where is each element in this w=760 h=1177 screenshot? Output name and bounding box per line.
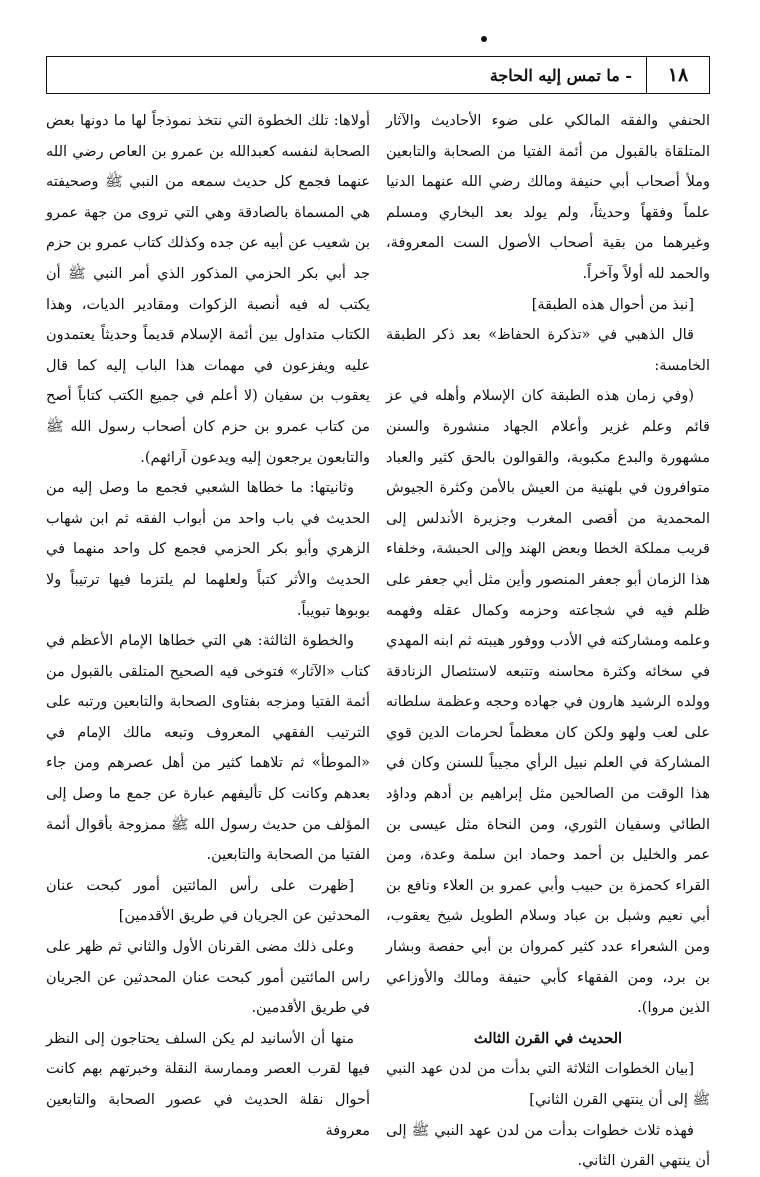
section-note: [بيان الخطوات الثلاثة التي بدأت من لدن عهد النبي ﷺ إلى أن ينتهي القرن الثاني] xyxy=(386,1061,710,1108)
page-number: ١٨ xyxy=(646,57,709,93)
section-note: [نبذ من أحوال هذه الطبقة] xyxy=(531,296,694,313)
section-note: [ظهرت على رأس المائتين أمور كبحت عنان المحدثين عن الجريان في طريق الأقدمين] xyxy=(46,877,370,925)
paragraph: قال الذهبي في «تذكرة الحفاظ» بعد ذكر الطبقة الخامسة: xyxy=(386,327,710,374)
running-title: - ما تمس إليه الحاجة xyxy=(489,65,632,85)
text-columns xyxy=(46,106,710,1170)
paragraph: فهذه ثلاث خطوات بدأت من لدن عهد النبي ﷺ إلى أن ينتهي القرن الثاني. xyxy=(386,1122,710,1170)
left-column xyxy=(46,106,370,1139)
page-header xyxy=(46,56,710,94)
quotation: (وفي زمان هذه الطبقة كان الإسلام وأهله في عز قائم وعلم غزير وأعلام الجهاد منشورة والسنن مشهورة والبدع مكبوبة، والقوالون بالحق كثير والعباد متوافرون في بلهنية من العيش بالأمن وكثرة الجيوش المحمدية من أقصى المغرب وجزيرة الأندلس إلى قريب مملكة الخطا وبعض الهند وإلى الحبشة، وخلفاء هذا الزمان أبو جعفر المنصور وأين مثل أبي جعفر على ظلم فيه في شجاعته وحزمه وكمال عقله وفهمه وعلمه ومشاركته في الأدب ووفور هيبته ثم ابنه المهدي في سخائه وكثرة محاسنه وتتبعه لاستئصال الزنادقة وولده الرشيد هارون في جهاده وحجه وعظمة سلطانه على لعب ولهو ولكن كان معظماً لحرمات الدين قوي المشاركة في العلم نبيل الرأي مجيباً للسنن وكان في هذا الوقت من الصالحين مثل إبراهيم بن أدهم وداؤد الطائي وسفيان الثوري، ومن النحاة مثل عيسى بن عمر والخليل بن أحمد وحماد ابن سلمة وعدة، ومن القراء كحمزة بن حبيب وأبي عمرو بن العلاء ونافع بن أبي نعيم وشبل بن عباد وسلام الطويل شيخ يعقوب، ومن الشعراء عدد كثير كمروان بن أبي حفصة وبشار بن برد، ومن الفقهاء كأبي حنيفة ومالك والأوزاعي الذين مروا). xyxy=(386,388,710,1017)
paragraph: منها أن الأسانيد لم يكن السلف يحتاجون إلى النظر فيها لقرب العصر وممارسة النقلة وخبرتهم بهم كانت أحوال نقلة الحديث في عصور الصحابة والتابعين معروفة xyxy=(46,1030,370,1139)
paragraph: وعلى ذلك مضى القرنان الأول والثاني ثم ظهر على راس المائتين أمور كبحت عنان المحدثين عن الجريان في طريق الأقدمين. xyxy=(46,939,370,1017)
paragraph: الحنفي والفقه المالكي على ضوء الأحاديث والآثار المتلقاة بالقبول من أئمة الفتيا من الصحابة والتابعين وملأ أصحاب أبي حنيفة ومالك رضي الله عنهما الدنيا علماً وفقهاً وحديثاً، ولم يولد بعد البخاري ومسلم وغيرهما من بقية أصحاب الأصول الست المعروفة، والحمد لله أولاً وآخراً. xyxy=(386,113,710,282)
page-top-dot xyxy=(481,36,487,42)
paragraph: أولاها: تلك الخطوة التي نتخذ نموذجاً لها ما دونها بعض الصحابة لنفسه كعبدالله بن عمرو بن العاص رضي الله عنهما فجمع كل حديث سمعه من النبي ﷺ وصحيفته هي المسماة بالصادقة وهي التي تروى من جهة عمرو بن شعيب عن أبيه عن جده وكذلك كتاب عمرو بن حزم جد أبي بكر الحزمي المذكور الذي أمر النبي ﷺ أن يكتب له فيه أنصبة الزكوات ومقادير الديات، وهذا الكتاب متداول بين أئمة الإسلام قديماً وحديثاً يعتمدون عليه ويفزعون في مهمات هذا الباب إليه كما قال يعقوب بن سفيان (لا أعلم في جميع الكتب كتاباً أصح من كتاب عمرو بن حزم كان أصحاب رسول الله ﷺ والتابعون يرجعون إليه ويدعون آرائهم). xyxy=(46,113,370,466)
right-column xyxy=(386,106,710,1170)
paragraph: والخطوة الثالثة: هي التي خطاها الإمام الأعظم في كتاب «الآثار» فتوخى فيه الصحيح المتلقى بالقبول من أئمة الفتيا ومزجه بفتاوى الصحابة والتابعين ورتبه على الترتيب الفقهي المعروف وتبعه مالك الإمام في «الموطأ» ثم تلاهما كثير من أهل عصرهم ومن جاء بعدهم وكانت كل تأليفهم عبارة عن جمع ما وصل إلى المؤلف من حديث رسول الله ﷺ ممزوجة بأقوال أئمة الفتيا من الصحابة والتابعين. xyxy=(46,633,370,864)
section-heading: الحديث في القرن الثالث xyxy=(473,1029,623,1047)
paragraph: وثانيتها: ما خطاها الشعبي فجمع ما وصل إليه من الحديث في باب واحد من أبواب الفقه ثم ابن شهاب الزهري وأبو بكر الحزمي فجمع كل واحد منهما في الحديث والأثر كتباً ولعلهما لم يلتزما فيها ترتيباً ولا بوبوها تبويباً. xyxy=(46,480,370,619)
